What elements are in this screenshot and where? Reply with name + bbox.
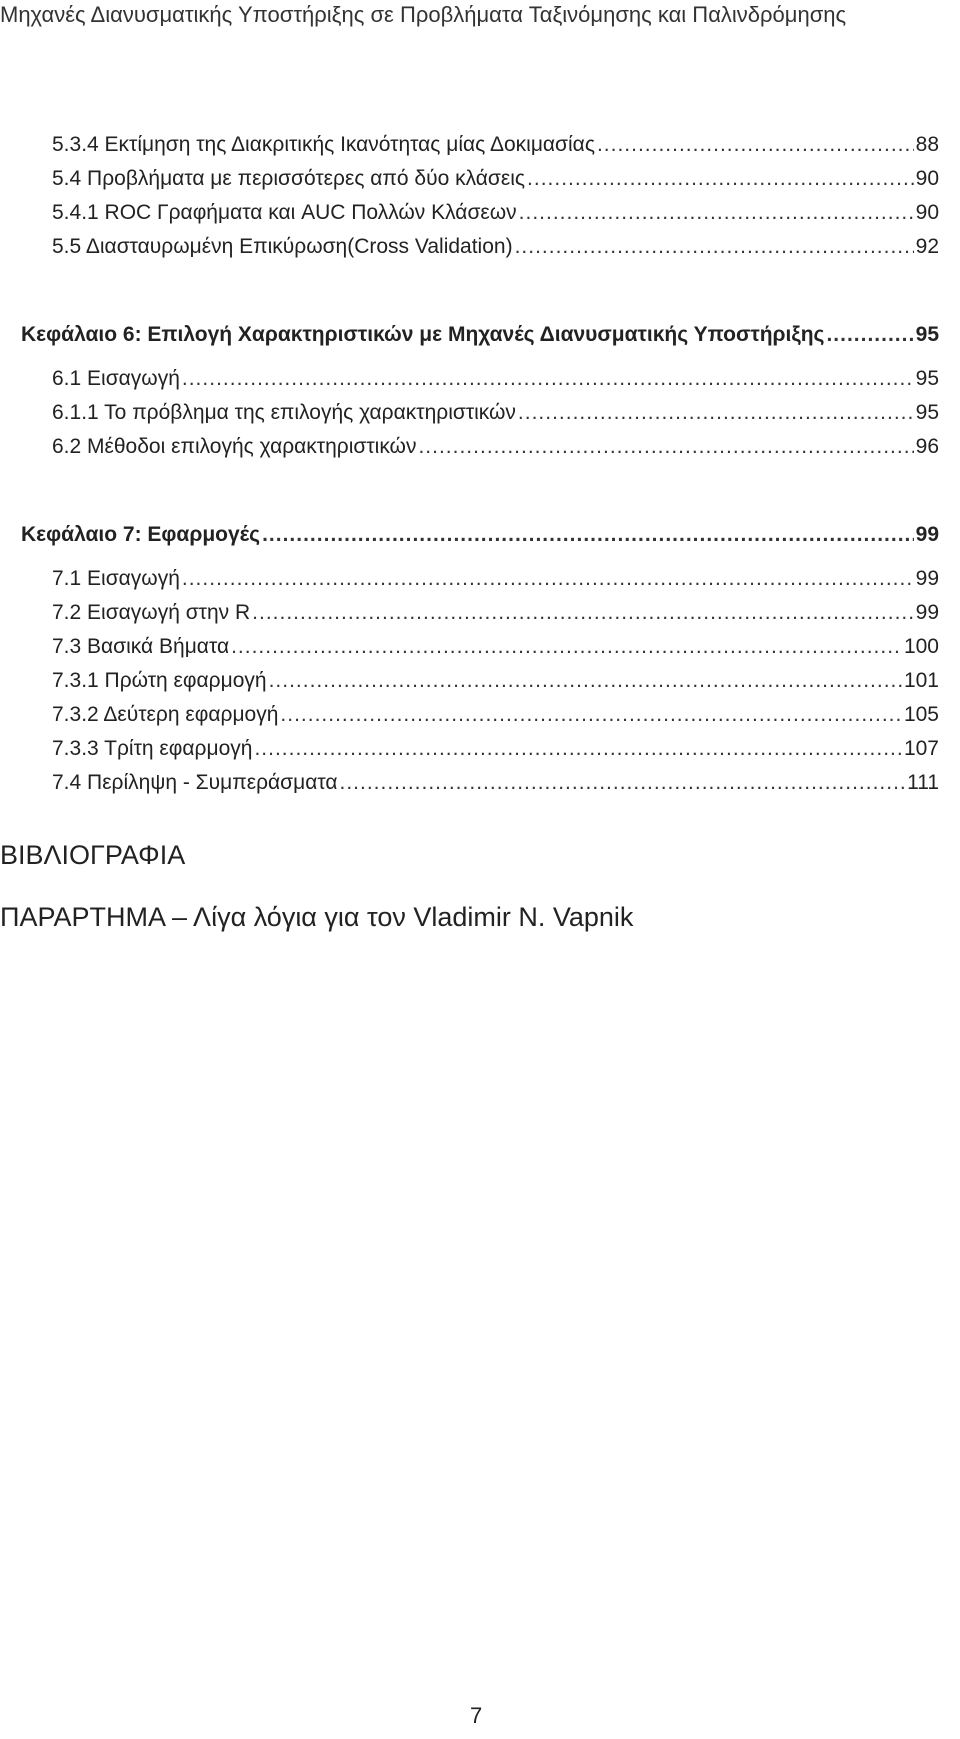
dot-leader bbox=[182, 564, 914, 594]
toc-entry-text: 7.3.1 Πρώτη εφαρμογή bbox=[52, 669, 267, 692]
dot-leader bbox=[269, 666, 902, 696]
toc-page-number: 99 bbox=[915, 601, 939, 624]
appendix-heading: ΠΑΡΑΡΤΗΜΑ – Λίγα λόγια για τον Vladimir N. Vapnik bbox=[0, 902, 634, 932]
toc-entry-text: 7.3.3 Τρίτη εφαρμογή bbox=[52, 737, 253, 760]
dot-leader bbox=[182, 364, 914, 394]
toc-page-number: 100 bbox=[903, 635, 939, 658]
toc-page-number: 90 bbox=[915, 167, 939, 190]
toc-entry-text: 7.3.2 Δεύτερη εφαρμογή bbox=[52, 703, 279, 726]
toc-entry-7-3-2[interactable] bbox=[52, 700, 939, 730]
toc-entry-text: 6.2 Μέθοδοι επιλογής χαρακτηριστικών bbox=[52, 435, 417, 458]
toc-page-number: 101 bbox=[903, 669, 939, 692]
toc-page-number: 111 bbox=[907, 771, 939, 794]
toc-entry-7-3-1[interactable] bbox=[52, 666, 939, 696]
toc-entry-text: 7.4 Περίληψη - Συμπεράσματα bbox=[52, 771, 338, 794]
toc-page-number: 107 bbox=[903, 737, 939, 760]
toc-entry-text: 7.2 Εισαγωγή στην R bbox=[52, 601, 251, 624]
toc-page-number: 95 bbox=[915, 323, 939, 346]
toc-entry-text: 6.1.1 Το πρόβλημα της επιλογής χαρακτηριστικών bbox=[52, 401, 516, 424]
dot-leader bbox=[231, 632, 902, 662]
toc-entry-5-4[interactable] bbox=[52, 164, 939, 194]
toc-page-number: 96 bbox=[915, 435, 939, 458]
toc-entry-chapter-6[interactable] bbox=[21, 320, 939, 350]
dot-leader bbox=[515, 232, 914, 262]
toc-entry-7-4[interactable] bbox=[52, 768, 939, 798]
toc-entry-5-5[interactable] bbox=[52, 232, 939, 262]
toc-page-number: 105 bbox=[903, 703, 939, 726]
toc-entry-text: 7.3 Βασικά Βήματα bbox=[52, 635, 230, 658]
dot-leader bbox=[519, 198, 914, 228]
toc-entry-6-1-1[interactable] bbox=[52, 398, 939, 428]
dot-leader bbox=[518, 398, 914, 428]
toc-entry-text: 5.4 Προβλήματα με περισσότερες από δύο κλάσεις bbox=[52, 167, 526, 190]
toc-entry-7-3-3[interactable] bbox=[52, 734, 939, 764]
dot-leader bbox=[826, 320, 913, 350]
toc-entry-chapter-7[interactable] bbox=[21, 520, 939, 550]
toc-entry-text: Κεφάλαιο 6: Επιλογή Χαρακτηριστικών με Μηχανές Διανυσματικής Υποστήριξης bbox=[21, 323, 825, 346]
toc-entry-text: Κεφάλαιο 7: Εφαρμογές bbox=[21, 523, 261, 546]
bibliography-heading: ΒΙΒΛΙΟΓΡΑΦΙΑ bbox=[0, 840, 186, 870]
toc-page-number: 88 bbox=[915, 133, 939, 156]
running-header: Μηχανές Διανυσματικής Υποστήριξης σε Προβλήματα Ταξινόμησης και Παλινδρόμησης bbox=[0, 2, 847, 27]
toc-page-number: 90 bbox=[915, 201, 939, 224]
toc-entry-6-2[interactable] bbox=[52, 432, 939, 462]
dot-leader bbox=[262, 520, 914, 550]
toc-entry-7-2[interactable] bbox=[52, 598, 939, 628]
dot-leader bbox=[340, 768, 906, 798]
toc-entry-5-4-1[interactable] bbox=[52, 198, 939, 228]
toc-page-number: 95 bbox=[915, 367, 939, 390]
toc-entry-7-1[interactable] bbox=[52, 564, 939, 594]
toc-page-number: 99 bbox=[915, 567, 939, 590]
dot-leader bbox=[597, 130, 914, 160]
dot-leader bbox=[280, 700, 902, 730]
toc-entry-text: 5.5 Διασταυρωμένη Επικύρωση(Cross Validation) bbox=[52, 235, 513, 258]
toc-entry-5-3-4[interactable] bbox=[52, 130, 939, 160]
toc-entry-7-3[interactable] bbox=[52, 632, 939, 662]
page-number: 7 bbox=[470, 1703, 483, 1728]
toc-entry-text: 5.3.4 Εκτίμηση της Διακριτικής Ικανότητας μίας Δοκιμασίας bbox=[52, 133, 595, 156]
toc-page-number: 99 bbox=[915, 523, 939, 546]
toc-page-number: 92 bbox=[915, 235, 939, 258]
toc-page-number: 95 bbox=[915, 401, 939, 424]
toc-entry-6-1[interactable] bbox=[52, 364, 939, 394]
toc-entry-text: 5.4.1 ROC Γραφήματα και AUC Πολλών Κλάσεων bbox=[52, 201, 517, 224]
dot-leader bbox=[252, 598, 913, 628]
toc-entry-text: 6.1 Εισαγωγή bbox=[52, 367, 180, 390]
dot-leader bbox=[418, 432, 913, 462]
dot-leader bbox=[527, 164, 914, 194]
dot-leader bbox=[254, 734, 902, 764]
toc-entry-text: 7.1 Εισαγωγή bbox=[52, 567, 180, 590]
